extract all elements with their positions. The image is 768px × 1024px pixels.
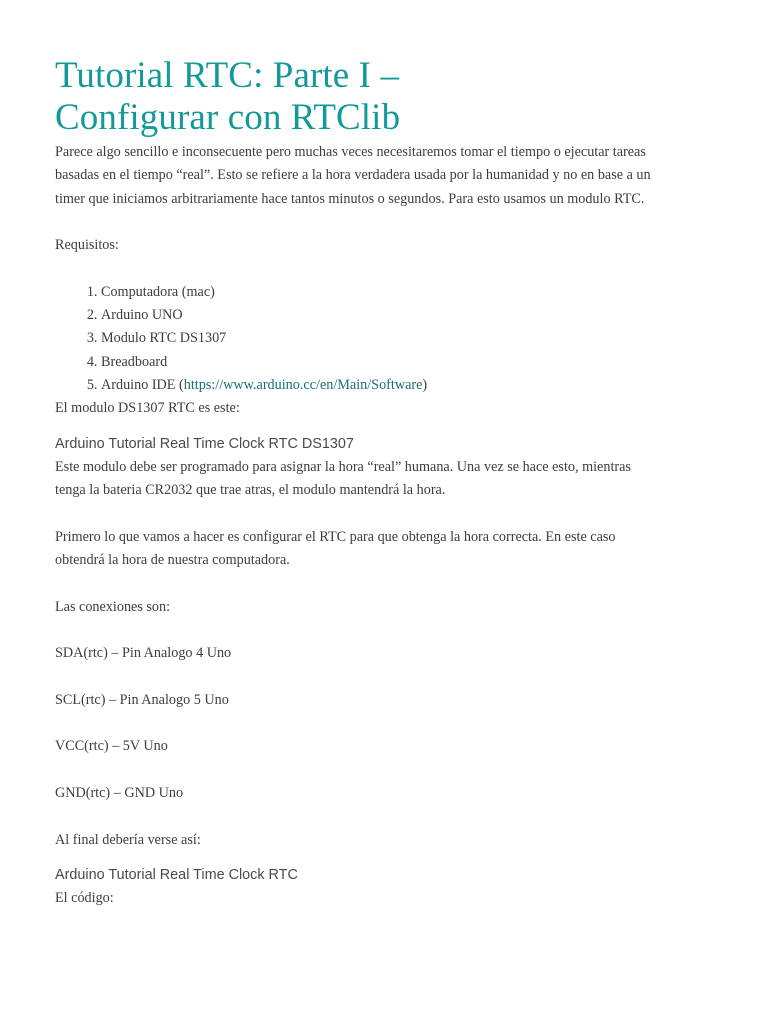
arduino-software-link[interactable]: https://www.arduino.cc/en/Main/Software <box>183 376 423 393</box>
requisitos-label: Requisitos: <box>55 237 119 254</box>
intro-line-1: Parece algo sencillo e inconsecuente pero muchas veces necesitaremos tomar el tiempo o ejecutar tareas <box>55 144 646 160</box>
module-intro: El modulo DS1307 RTC es este: <box>55 400 240 417</box>
article <box>55 0 715 911</box>
intro-line-3: timer que iniciamos arbitrariamente hace tantos minutos o segundos. Para esto usamos un modulo RTC. <box>55 190 645 207</box>
intro-paragraph <box>55 141 715 211</box>
image-alt-rtc: Arduino Tutorial Real Time Clock RTC <box>55 866 298 883</box>
requirement-text: Computadora (mac) <box>101 283 215 300</box>
article-title <box>55 0 715 139</box>
requirements-list <box>55 281 715 397</box>
requirement-item <box>101 304 715 327</box>
title-line-1: Tutorial RTC: Parte I – <box>55 55 400 96</box>
program-paragraph <box>55 456 715 503</box>
final-label: Al final debería verse así: <box>55 831 201 848</box>
config-line-2: obtendrá la hora de nuestra computadora. <box>55 552 290 569</box>
requirement-suffix: ) <box>422 376 428 393</box>
requirement-text: Arduino UNO <box>101 307 183 324</box>
title-line-2: Configurar con RTClib <box>55 97 401 138</box>
connection-sda: SDA(rtc) – Pin Analogo 4 Uno <box>55 645 232 662</box>
program-line-2: tenga la bateria CR2032 que trae atras, el modulo mantendrá la hora. <box>55 482 446 499</box>
code-label: El código: <box>55 890 114 907</box>
config-line-1: Primero lo que vamos a hacer es configurar el RTC para que obtenga la hora correcta. En este caso <box>55 528 616 545</box>
intro-line-2: basadas en el tiempo “real”. Esto se refiere a la hora verdadera usada por la humanidad y no en base a un <box>55 167 651 184</box>
connection-scl: SCL(rtc) – Pin Analogo 5 Uno <box>55 691 229 708</box>
connections-label: Las conexiones son: <box>55 598 171 615</box>
program-line-1: Este modulo debe ser programado para asignar la hora “real” humana. Una vez se hace esto, mientras <box>55 458 631 475</box>
requirement-text: Breadboard <box>101 353 168 370</box>
requirement-text: Modulo RTC DS1307 <box>101 330 227 347</box>
requirement-item <box>101 281 715 304</box>
requirement-item <box>101 351 715 374</box>
connection-gnd: GND(rtc) – GND Uno <box>55 785 184 802</box>
image-alt-ds1307: Arduino Tutorial Real Time Clock RTC DS1307 <box>55 435 354 452</box>
requirement-text: Arduino IDE ( <box>101 376 184 393</box>
connection-vcc: VCC(rtc) – 5V Uno <box>55 738 168 755</box>
requirement-item <box>101 327 715 350</box>
config-paragraph <box>55 526 715 573</box>
requirement-item <box>101 374 715 397</box>
